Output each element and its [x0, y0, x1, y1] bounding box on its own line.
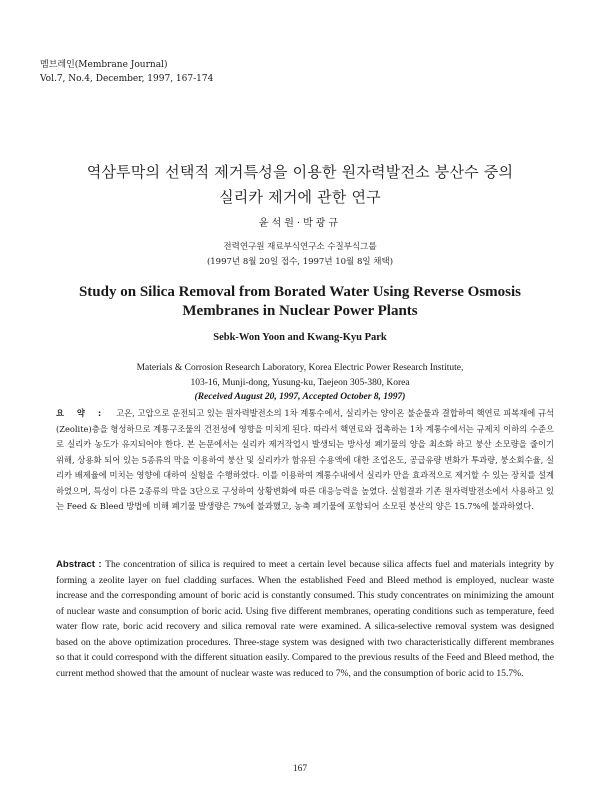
- korean-title-line-1: 역삼투막의 선택적 제거특성을 이용한 원자력발전소 붕산수 중의: [86, 163, 514, 181]
- english-abstract-text: The concentration of silica is required to meet a certain level because silica affects fuel and materials integrity by forming a zeolite layer on fuel cladding surfaces. When the established Feed and Bleed method is employed, nuclear waste increase and the corresponding amount of boric acid is constantly consumed. This study concentrates on minimizing the amount of nuclear waste and consumption of boric acid. Using five different membranes, operating conditions such as temperature, feed water flow rate, boric acid recovery and silica removal rate were examined. A silica-selective removal system was designed based on the above optimization procedures. Three-stage system was designed with two characteristically different membranes so that it could correspond with the different situation easily. Compared to the previous results of the Feed and Bleed method, the current method showed that the amount of nuclear waste was reduced to 7%, and the consumption of boric acid to 15.7%.: [56, 559, 554, 679]
- english-abstract-label: Abstract :: [56, 559, 106, 570]
- korean-received-dates: (1997년 8월 20일 접수, 1997년 10월 8일 채택): [206, 257, 394, 267]
- korean-affiliation: [0, 240, 600, 270]
- journal-name: 멤브레인(Membrane Journal): [40, 60, 168, 70]
- journal-header: [40, 58, 213, 86]
- english-title-line-1: Study on Silica Removal from Borated Water Using Reverse Osmosis: [78, 284, 522, 300]
- english-affiliation: [0, 361, 600, 405]
- english-title: [0, 283, 600, 321]
- english-title-line-2: Membranes in Nuclear Power Plants: [182, 303, 418, 319]
- english-abstract: [56, 557, 554, 681]
- korean-abstract-text: 고온, 고압으로 운전되고 있는 원자력발전소의 1차 계통수에서, 실리카는 양이온 불순물과 결합하여 핵연료 피복재에 규석(Zeolite)층을 형성하므로 계통구조물의 건전성에 영향을 미치게 된다. 따라서 핵연료와 접촉하는 1차 계통수에서는 규제치 이하의 수준으로 실리카 농도가 유지되어야 한다. 본 논문에서는 실리카 제거작업시 발생되는 방사성 폐기물의 양을 최소화 하고 붕산 소모량을 줄이기 위해, 상용화 되어 있는 5종류의 막을 이용하여 붕산 및 실리카가 함유된 수용액에 대한 조업온도, 공급유량 변화가 투과량, 붕소회수율, 실리카 배제율에 미치는 영향에 대하여 실험을 수행하였다. 이를 이용하여 계통수내에서 실리카 만을 효과적으로 제거할 수 있는 장치를 설계하였으며, 특성이 다른 2종류의 막을 3단으로 구성하여 상황변화에 따른 대응능력을 높였다. 실험결과 기존 원자력발전소에서 사용하고 있는 Feed & Bleed 방법에 비해 폐기물 발생량은 7%에 불과했고, 농축 폐기물에 포함되어 소모된 붕산의 양은 15.7%에 불과하였다.: [56, 408, 554, 511]
- english-authors: Sebk-Won Yoon and Kwang-Kyu Park: [213, 332, 387, 343]
- english-affiliation-line-1: Materials & Corrosion Research Laboratory, Korea Electric Power Research Institute,: [136, 363, 464, 373]
- english-affiliation-line-2: 103-16, Munji-dong, Yusung-ku, Taejeon 305-380, Korea: [190, 377, 410, 388]
- korean-abstract: [56, 406, 554, 515]
- korean-abstract-label: 요 약 :: [56, 408, 115, 418]
- korean-title: [0, 160, 600, 210]
- journal-volume-info: Vol.7, No.4, December, 1997, 167-174: [40, 74, 214, 84]
- korean-title-line-2: 실리카 제거에 관한 연구: [219, 188, 381, 206]
- korean-authors: 윤석원·박광규: [258, 218, 342, 229]
- english-received-dates: (Received August 20, 1997, Accepted October 8, 1997): [194, 392, 406, 402]
- korean-affiliation-name: 전력연구원 재료부식연구소 수질부식그룹: [223, 242, 377, 252]
- page-number: 167: [292, 764, 308, 774]
